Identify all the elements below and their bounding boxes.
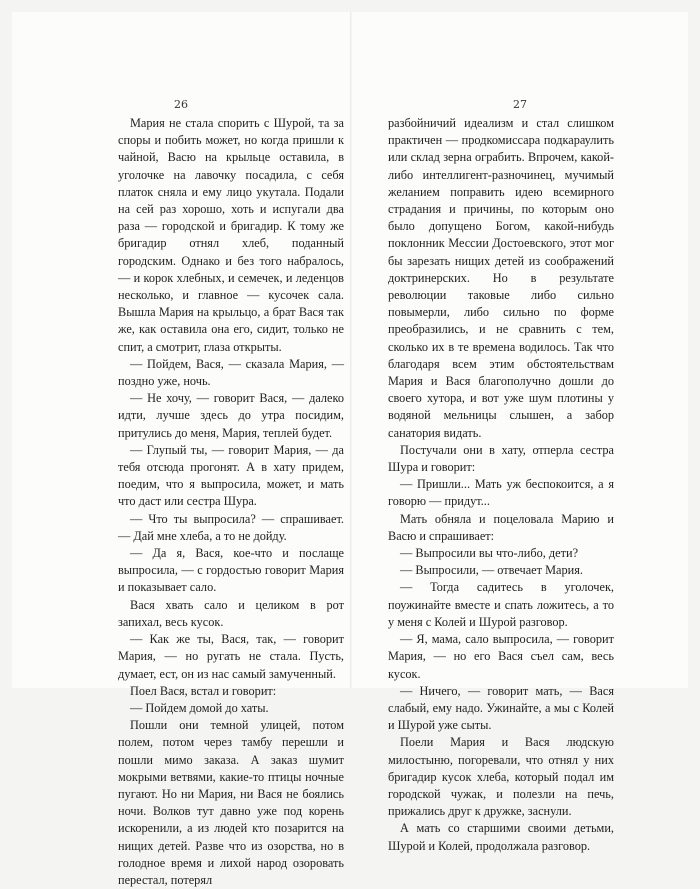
paragraph: — Да я, Вася, кое-что и послаще выпросила, — с гордостью говорит Мария и показывает сало. xyxy=(118,546,344,595)
paragraph: — Выпросили, — отвечает Мария. xyxy=(400,563,583,578)
paragraph: — Тогда садитесь в уголочек, поужинайте вместе и спать ложитесь, а то у меня с Колей и Шурой разговор. xyxy=(388,580,614,629)
paragraph: — Глупый ты, — говорит Мария, — да тебя отсюда прогонят. А в хату придем, поедим, что я выпросила, может, и мать что даст или сестра Шура. xyxy=(118,442,344,509)
paragraph: Мать обняла и поцеловала Марию и Васю и спрашивает: xyxy=(388,511,614,543)
paragraph: — Что ты выпросила? — спрашивает. — Дай мне хлеба, а то не дойду. xyxy=(118,511,344,543)
paragraph: Поели Мария и Вася людскую милостыню, погоревали, что отнял у них бригадир кусок хлеба, который подал им городской чужак, и полезли на печь, прижались друг к дружке, заснули. xyxy=(388,735,614,819)
paragraph: — Пришли... Мать уж беспокоится, а я говорю — придут... xyxy=(388,477,614,509)
page-number: 26 xyxy=(174,98,188,111)
paragraph: — Пойдем домой до хаты. xyxy=(130,700,269,715)
book-spread xyxy=(12,12,688,887)
paragraph: разбойничий идеализм и стал слишком практичен — продкомиссара подкараулить или склад зерна ограбить. Впрочем, какой-либо интеллигент-разночинец, мучимый желанием поправить идею всемирного страдания и причины, по которым оно было допущено Богом, какой-нибудь поклонник Мессии Достоевского, этот мог бы зарезать нищих детей из соображений доктринерских. Но в результате революции таковые либо сильно повымерли, либо сильно по форме преобразились, и не сравнить с тем, сколько их в те времена водилось. Так что благодаря всем этим обстоятельствам Мария и Вася благополучно дошли до своего хутора, и вот уже шум плотины у водяной мельницы слышен, а забор санатория видать. xyxy=(388,116,614,440)
paragraph: Постучали они в хату, отперла сестра Шура и говорит: xyxy=(388,442,614,475)
paragraph: Мария не стала спорить с Шурой, та за споры и побить может, но когда пришли к чайной, Васю на крыльце оставила, в уголочке на лавочку посадила, с себя платок сняла и ему лицо укутала. Подали на сей раз хорошо, хоть и испугали два раза — городской и бригадир. К тому же бригадир отнял хлеб, поданный городским. Однако и без того набралось, — и корок хлебных, и семечек, и леденцов несколько, и главное — кусочек сала. Вышла Мария на крыльцо, а брат Вася так же, как оставила она его, сидит, только не спит, а смотрит, глаза открыты. xyxy=(118,116,344,354)
paragraph: — Не хочу, — говорит Вася, — далеко идти, лучше здесь до утра посидим, притулись до меня, Мария, теплей будет. xyxy=(118,391,344,440)
paragraph: — Пойдем, Вася, — сказала Мария, — поздно уже, ночь. xyxy=(118,356,344,389)
right-page xyxy=(352,12,688,853)
page-number: 27 xyxy=(513,98,527,111)
page-body xyxy=(118,115,344,889)
paragraph: — Выпросили вы что-либо, дети? xyxy=(400,546,579,561)
paragraph: — Я, мама, сало выпросила, — говорит Мария, — но его Вася съел сам, весь кусок. xyxy=(388,632,614,681)
paragraph: Вася хвать сало и целиком в рот запихал, весь кусок. xyxy=(118,597,344,629)
left-page xyxy=(12,12,350,887)
page-body xyxy=(388,115,614,855)
paragraph: — Ничего, — говорит мать, — Вася слабый, ему надо. Ужинайте, а мы с Колей и Шурой уже сыты. xyxy=(388,683,614,733)
paragraph: Поел Вася, встал и говорит: xyxy=(130,683,277,698)
paragraph: Пошли они темной улицей, потом полем, потом через тамбу перешли и пошли мимо заказа. А заказ шумит мокрыми ветвями, какие-то птицы ночные пугают. Но ни Мария, ни Вася не боялись ночи. Волков тут давно уже под корень искоренили, а из людей кто позарится на нищих детей. Разве что из озорства, но в голодное время и лихой народ озоровать перестал, потерял xyxy=(118,718,344,887)
paragraph: — Как же ты, Вася, так, — говорит Мария, — но ругать не стала. Пусть, думает, ест, он из нас самый замученный. xyxy=(118,632,344,681)
paragraph: А мать со старшими своими детьми, Шурой и Колей, продолжала разговор. xyxy=(388,821,614,853)
